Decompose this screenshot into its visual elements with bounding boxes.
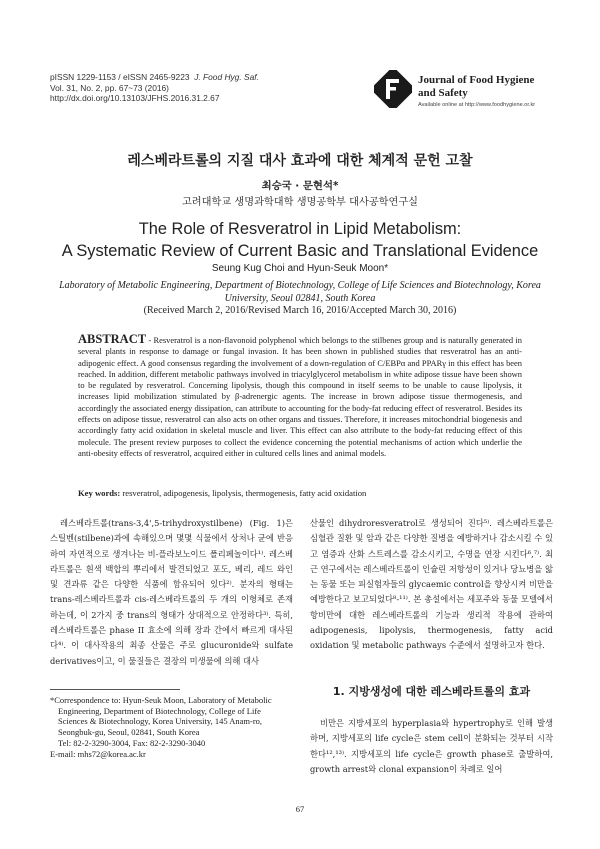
page-number: 67 — [295, 804, 305, 814]
keywords-label: Key words: — [78, 488, 121, 498]
title-english — [0, 218, 600, 262]
volume: Vol. 31, No. 2, pp. 67~73 (2016) — [50, 82, 169, 93]
title-korean: 레스베라트롤의 지질 대사 효과에 대한 체계적 문헌 고찰 — [127, 153, 473, 169]
doi-link[interactable]: http://dx.doi.org/10.13103/JFHS.2016.31.2.67 — [50, 93, 220, 103]
correspondence-footnote — [50, 695, 300, 759]
footnote-line: Seongbuk-gu, Seoul, 02841, South Korea — [58, 727, 200, 738]
logo-title — [418, 74, 534, 100]
affiliation-korean: 고려대학교 생명과학대학 생명공학부 대사공학연구실 — [181, 197, 419, 208]
journal-meta — [50, 72, 259, 104]
body-paragraph: 산물인 dihydroresveratrol로 생성되어 진다⁵⁾. 레스베라트롤은 심혈관 질환 및 암과 같은 다양한 질병을 예방하거나 감소시킬 수 있고 염증과 산화 스트레스를 감소시키고, 수명을 연장 시킨다⁶,⁷⁾. 최근 연구에서는 레스베라트롤이 인슐린 저항성이 있거나 당뇨병을 앓는 동물 또는 피실험자들의 glycaemic control을 향상시켜 비만을 예방한다고 보고되었다⁸-¹¹⁾. 본 총설에서는 세포주와 동물 모델에서 항비만에 대한 레스베라트롤의 기능과 생리적 작용에 관하여 adipogenesis, lipolysis, thermogenesis, fatty acid oxidation 및 metabolic pathways 수준에서 설명하고자 한다. — [310, 518, 554, 651]
logo-title-line2: and Safety — [418, 87, 468, 99]
footnote-rule — [50, 689, 180, 690]
footnote-email[interactable]: E-mail: mhs72@korea.ac.kr — [50, 748, 146, 759]
body-paragraph: 비만은 지방세포의 hyperplasia와 hypertrophy로 인해 발생하며, 지방세포의 life cycle은 stem cell이 분화되는 것부터 시작한다¹²,¹³⁾. 지방세포의 life cycle은 growth phase로 출발하여, growth arrest와 clonal expansion이 차례로 일어 — [310, 718, 553, 774]
affiliation-english: Laboratory of Metabolic Engineering, Department of Biotechnology, College of Life Sciences and Biotechnology, Korea University, Seoul 02841, South Korea — [59, 280, 541, 304]
body-paragraph: 레스베라트롤(trans-3,4',5-trihydroxystilbene) (Fig. 1)은 스틸벤(stilbene)과에 속해있으며 몇몇 식물에서 상처나 균에 반응하여 자연적으로 생겨나는 비-플라보노이드 폴리페놀이다¹⁾. 레스베라트롤은 흰색 백합의 뿌리에서 발견되었고 포도, 베리, 레드 와인 및 견과류 같은 다양한 식품에 함유되어 있다²⁾. 분자의 형태는 trans-레스베라트롤과 cis-레스베라트롤의 두 개의 이형체로 존재하는데, 이 2가지 중 trans의 형태가 상대적으로 안정하다³⁾. 특히, 레스베라트롤은 phase II 효소에 의해 장과 간에서 빠르게 대사된다⁴⁾. 이 대사작용의 최종 산물은 주로 glucuronide와 sulfate derivatives이고, 이 물질들은 결장의 미생물에 의해 대사 — [50, 518, 293, 666]
title-english-line1: The Role of Resveratrol in Lipid Metabolism: — [138, 220, 462, 238]
abstract — [78, 334, 522, 459]
footnote-line: *Correspondence to: Hyun-Seuk Moon, Laboratory of Metabolic — [50, 695, 272, 705]
keywords-text: resveratrol, adipogenesis, lipolysis, thermogenesis, fatty acid oxidation — [120, 488, 367, 498]
body-right-column — [310, 516, 553, 654]
issn: pISSN 1229-1153 / eISSN 2465-9223 — [50, 72, 190, 82]
abstract-text: - Resveratrol is a non-flavonoid polyphenol which belongs to the stilbenes group and is naturally generated in several plants in response to damage or fungal invasion. It has been shown in published studies that resveratrol has an anti-adipogenic effect. A good consensus regarding the involvement of a down-regulation of C/EBPα and PPARγ in this effect has been reached. In addition, different metabolic pathways involved in triacylglycerol metabolism in white adipose tissue have been shown to be regulated by resveratrol. Concerning lipolysis, though this compound in itself seems to be unable to cause lipolysis, it increases lipid mobilization stimulated by β-adrenergic agents. The increase in brown adipose tissue thermogenesis, and accordingly the associated energy dissipation, can attribute to accounting for the body-fat reducing effect of resveratrol. Besides its effects on adipose tissue, resveratrol can also acts on other organs and tissues. Therefore, it increases mitochondrial biogenesis and accordingly fatty acid oxidation in skeletal muscle and liver. This effect can also attribute to the body-fat reducing effect of this molecule. The present review purposes to collect the evidence concerning the potential mechanisms of action which underlie the anti-obesity effects of resveratrol, acquired either in cultured cells lines and animal models. — [78, 335, 522, 458]
received-dates: (Received March 2, 2016/Revised March 16, 2016/Accepted March 30, 2016) — [143, 305, 457, 316]
logo-title-line1: Journal of Food Hygiene — [418, 74, 535, 86]
journal-logo — [374, 66, 554, 112]
title-english-line2: A Systematic Review of Current Basic and Translational Evidence — [61, 242, 539, 260]
footnote-line: Engineering, Department of Biotechnology, College of Life — [58, 705, 261, 716]
authors-english: Seung Kug Choi and Hyun-Seuk Moon* — [211, 263, 389, 274]
authors-korean: 최승국 · 문현석* — [261, 180, 339, 192]
logo-url[interactable]: Available online at http://www.foodhygiene.or.kr — [418, 102, 536, 108]
journal-abbrev: J. Food Hyg. Saf. — [194, 72, 259, 82]
body-left-column — [50, 516, 293, 669]
journal-logo-icon — [374, 70, 412, 108]
section-heading: 1. 지방생성에 대한 레스베라트롤의 효과 — [332, 685, 531, 698]
abstract-heading: ABSTRACT — [78, 332, 147, 346]
keywords — [78, 488, 522, 498]
body-right-column-2 — [310, 716, 553, 777]
footnote-line: Tel: 82-2-3290-3004, Fax: 82-2-3290-3040 — [58, 737, 206, 748]
footnote-line: Sciences & Biotechnology, Korea University, 145 Anam-ro, — [58, 716, 263, 727]
